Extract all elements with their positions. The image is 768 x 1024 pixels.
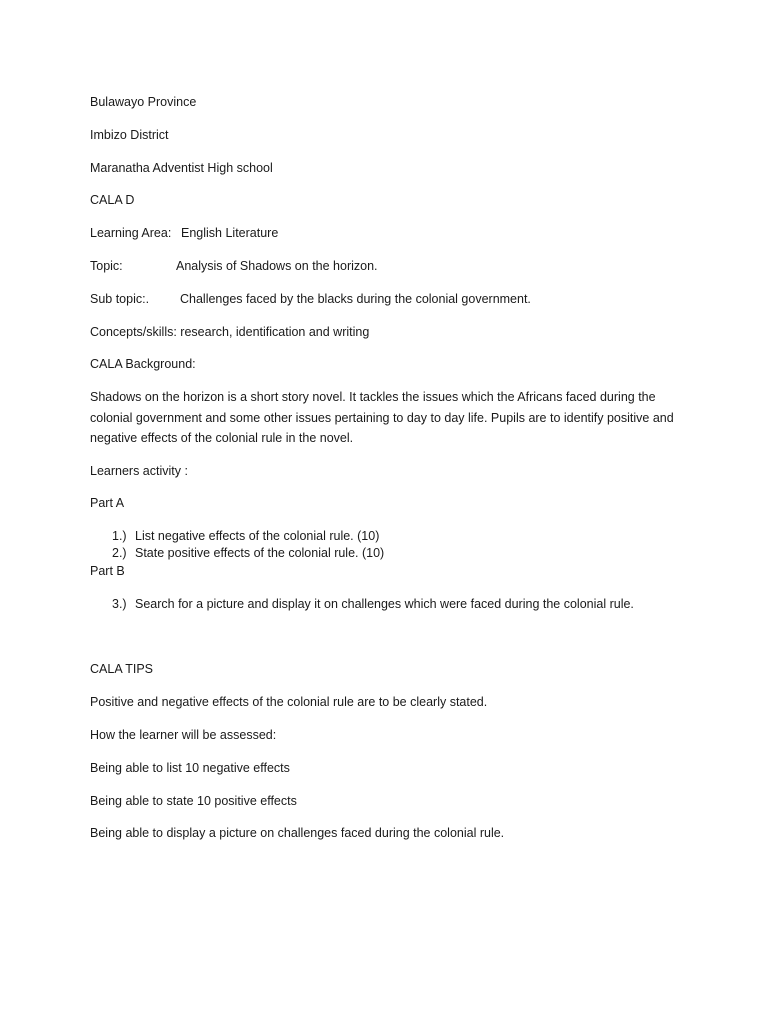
learning-area-value: English Literature: [181, 226, 279, 240]
list-item-text: State positive effects of the colonial rule. (10): [135, 546, 385, 560]
list-item-number: 1.): [112, 529, 127, 543]
background-heading: CALA Background:: [90, 357, 196, 371]
criterion-line: Being able to display a picture on challenges faced during the colonial rule.: [90, 826, 505, 840]
activity-heading: Learners activity :: [90, 464, 188, 478]
list-item-text: List negative effects of the colonial rule. (10): [135, 529, 380, 543]
subtopic-label: Sub topic:.: [90, 292, 150, 306]
assessment-heading: How the learner will be assessed:: [90, 728, 277, 742]
list-item: [112, 528, 379, 544]
school-line: Maranatha Adventist High school: [90, 161, 273, 175]
tips-text: Positive and negative effects of the colonial rule are to be clearly stated.: [90, 695, 488, 709]
list-item-number: 3.): [112, 597, 127, 611]
list-item-text: Search for a picture and display it on challenges which were faced during the colonial rule.: [135, 597, 634, 611]
subtopic-value: Challenges faced by the blacks during the colonial government.: [180, 292, 531, 306]
list-item-number: 2.): [112, 546, 127, 560]
criterion-line: Being able to list 10 negative effects: [90, 761, 290, 775]
topic-value: Analysis of Shadows on the horizon.: [176, 259, 378, 273]
part-b-heading: Part B: [90, 564, 125, 578]
tips-heading: CALA TIPS: [90, 662, 153, 676]
criterion-line: Being able to state 10 positive effects: [90, 794, 297, 808]
topic-line: [90, 258, 378, 274]
background-paragraph: Shadows on the horizon is a short story novel. It tackles the issues which the Africans faced during the colonial government and some other issues pertaining to day to day life. Pupils are to identify positive and negative effects of the colonial rule in the novel.: [90, 390, 674, 445]
list-item: [112, 545, 384, 561]
cala-title: CALA D: [90, 193, 135, 207]
learning-area-label: Learning Area:: [90, 226, 172, 240]
topic-label: Topic:: [90, 259, 123, 273]
part-a-heading: Part A: [90, 496, 125, 510]
list-item: [112, 596, 634, 612]
learning-area-line: [90, 225, 278, 241]
concepts-line: Concepts/skills: research, identification and writing: [90, 325, 370, 339]
district-line: Imbizo District: [90, 128, 169, 142]
subtopic-line: [90, 291, 531, 307]
province-line: Bulawayo Province: [90, 95, 197, 109]
